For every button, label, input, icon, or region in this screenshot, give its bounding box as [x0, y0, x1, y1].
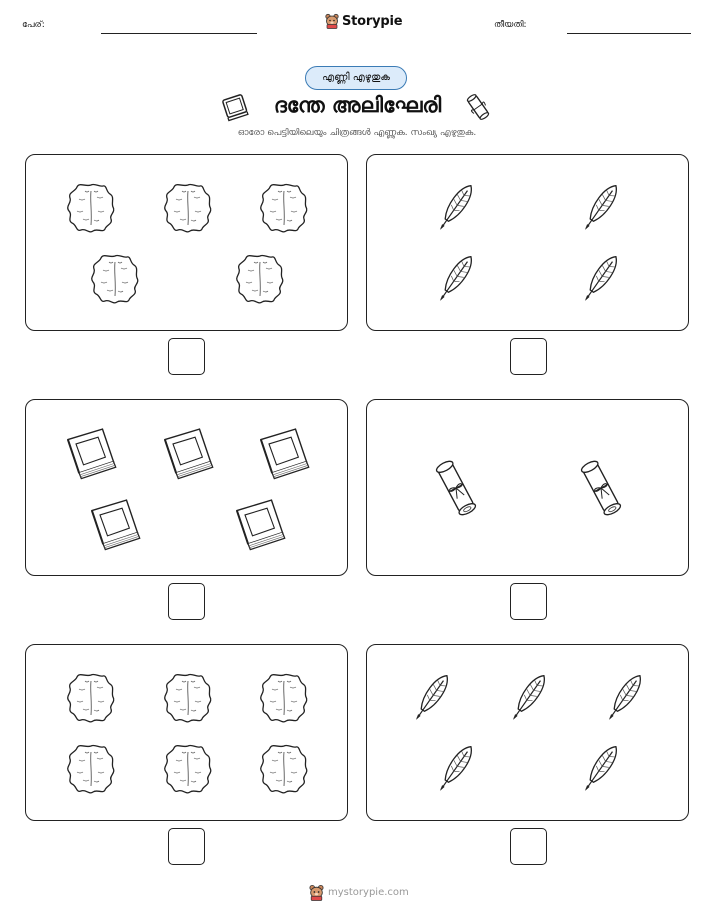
instructions: ഓരോ പെട്ടിയിലെയും ചിത്രങ്ങൾ എണ്ണുക. സംഖ്യ എഴുതുക. [237, 128, 477, 138]
book-icon [67, 428, 116, 480]
animal-hide-icon [165, 184, 211, 231]
animal-hide-icon [68, 184, 114, 231]
quill-icon [410, 672, 452, 724]
answer-box-3[interactable] [168, 583, 205, 620]
panel-4-items [367, 400, 687, 574]
quill-icon [579, 182, 621, 234]
footer [309, 884, 409, 901]
quill-icon [507, 672, 549, 724]
book-icon [260, 428, 309, 480]
date-label: തീയതി: [494, 20, 527, 30]
book-icon [91, 499, 140, 551]
animal-hide-icon [261, 674, 307, 721]
count-panel-4 [366, 399, 689, 576]
book-icon [164, 428, 213, 480]
quill-icon [434, 253, 476, 305]
panel-6-items [367, 645, 687, 819]
answer-box-6[interactable] [510, 828, 547, 865]
count-panel-6 [366, 644, 689, 821]
quill-icon [579, 253, 621, 305]
animal-hide-icon [261, 745, 307, 792]
answer-box-4[interactable] [510, 583, 547, 620]
book-title-icon [220, 92, 250, 122]
quill-icon [434, 182, 476, 234]
animal-hide-icon [261, 184, 307, 231]
page-title: ദന്തേ അലിഘേരി [273, 93, 442, 117]
animal-hide-icon [237, 255, 283, 302]
panel-2-items [367, 155, 687, 329]
panel-1-items [26, 155, 346, 329]
footer-url[interactable]: mystorypie.com [328, 887, 409, 898]
bear-mascot-icon [309, 884, 324, 901]
quill-icon [603, 672, 645, 724]
answer-box-2[interactable] [510, 338, 547, 375]
panel-5-items [26, 645, 346, 819]
scroll-title-icon [463, 92, 493, 122]
panel-3-items [26, 400, 346, 574]
scroll-icon [435, 459, 477, 517]
answer-box-5[interactable] [168, 828, 205, 865]
animal-hide-icon [68, 674, 114, 721]
count-panel-1 [25, 154, 348, 331]
count-panel-3 [25, 399, 348, 576]
brand-name: Storypie [342, 13, 403, 29]
bear-mascot-icon [325, 13, 339, 29]
animal-hide-icon [165, 674, 211, 721]
activity-badge: എണ്ണി എഴുതുക [305, 66, 407, 90]
animal-hide-icon [68, 745, 114, 792]
quill-icon [579, 743, 621, 795]
animal-hide-icon [165, 745, 211, 792]
quill-icon [434, 743, 476, 795]
book-icon [236, 499, 285, 551]
animal-hide-icon [92, 255, 138, 302]
answer-box-1[interactable] [168, 338, 205, 375]
brand-logo [325, 13, 402, 29]
name-line[interactable] [101, 33, 257, 34]
name-label: പേര്: [22, 20, 45, 30]
count-panel-5 [25, 644, 348, 821]
date-line[interactable] [567, 33, 691, 34]
count-panel-2 [366, 154, 689, 331]
scroll-icon [580, 459, 622, 517]
